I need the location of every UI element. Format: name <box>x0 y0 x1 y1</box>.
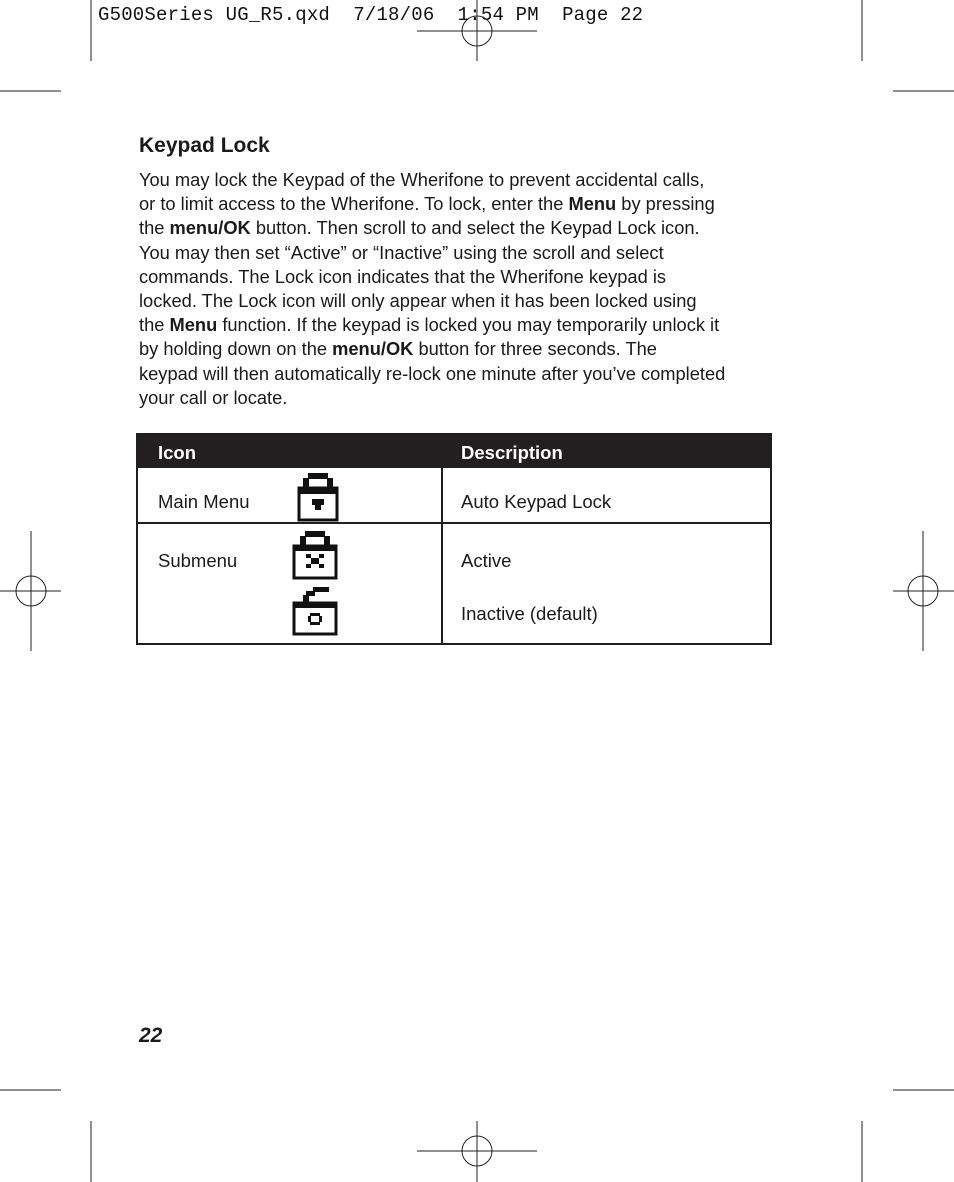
text-run: You may lock the Keypad of the Wherifone to prevent accidental calls, <box>139 169 705 190</box>
paragraph-line <box>139 241 779 265</box>
icon-table <box>136 433 772 645</box>
paragraph-line <box>139 289 779 313</box>
bold-term: Menu <box>169 314 218 336</box>
paragraph-line <box>139 265 779 289</box>
bold-term: menu/OK <box>169 217 251 239</box>
text-run: button. Then scroll to and select the Keypad Lock icon. <box>250 217 700 239</box>
active-description: Active <box>461 550 512 571</box>
bold-term: Menu <box>568 193 617 215</box>
printer-slug-line: G500Series UG_R5.qxd 7/18/06 1:54 PM Page 22 <box>98 4 644 26</box>
main-menu-label: Main Menu <box>158 491 250 512</box>
paragraph-line <box>139 337 779 361</box>
header-description: Description <box>461 442 563 463</box>
registration-mark-left <box>0 531 61 651</box>
paragraph-line <box>139 386 779 410</box>
text-run: You may then set “Active” or “Inactive” using the scroll and select <box>139 241 664 263</box>
padlock-keyhole-icon <box>296 472 340 522</box>
padlock-locked-icon <box>291 530 339 582</box>
header-icon: Icon <box>158 442 197 463</box>
table-header <box>138 435 770 468</box>
body-paragraph <box>139 168 779 410</box>
inactive-description: Inactive (default) <box>461 603 598 624</box>
submenu-label: Submenu <box>158 550 238 571</box>
paragraph-line <box>139 192 779 216</box>
paragraph-line <box>139 313 779 337</box>
text-run: the <box>139 314 170 336</box>
section-heading: Keypad Lock <box>139 134 270 157</box>
bold-term: menu/OK <box>332 338 414 360</box>
text-run: locked. The Lock icon will only appear when it has been locked using <box>139 290 697 312</box>
registration-mark-top <box>417 0 537 61</box>
paragraph-line <box>139 362 779 386</box>
registration-mark-right <box>893 531 954 651</box>
paragraph-line <box>139 168 779 192</box>
text-run: keypad will then automatically re-lock one minute after you’ve completed <box>139 362 726 384</box>
text-run: your call or locate. <box>139 386 288 408</box>
page-number: 22 <box>139 1024 163 1047</box>
text-run: by pressing <box>616 193 715 215</box>
column-divider <box>441 468 443 643</box>
padlock-unlocked-icon <box>291 586 339 638</box>
text-run: function. If the keypad is locked you may temporarily unlock it <box>217 314 720 336</box>
text-run: by holding down on the <box>139 338 333 360</box>
text-run: commands. The Lock icon indicates that the Wherifone keypad is <box>139 265 667 287</box>
text-run: or to limit access to the Wherifone. To lock, enter the <box>139 193 569 215</box>
row-divider <box>138 522 770 524</box>
text-run: button for three seconds. The <box>413 338 657 360</box>
paragraph-line <box>139 216 779 240</box>
text-run: the <box>139 217 170 239</box>
main-menu-description: Auto Keypad Lock <box>461 491 612 512</box>
registration-mark-bottom <box>417 1121 537 1182</box>
